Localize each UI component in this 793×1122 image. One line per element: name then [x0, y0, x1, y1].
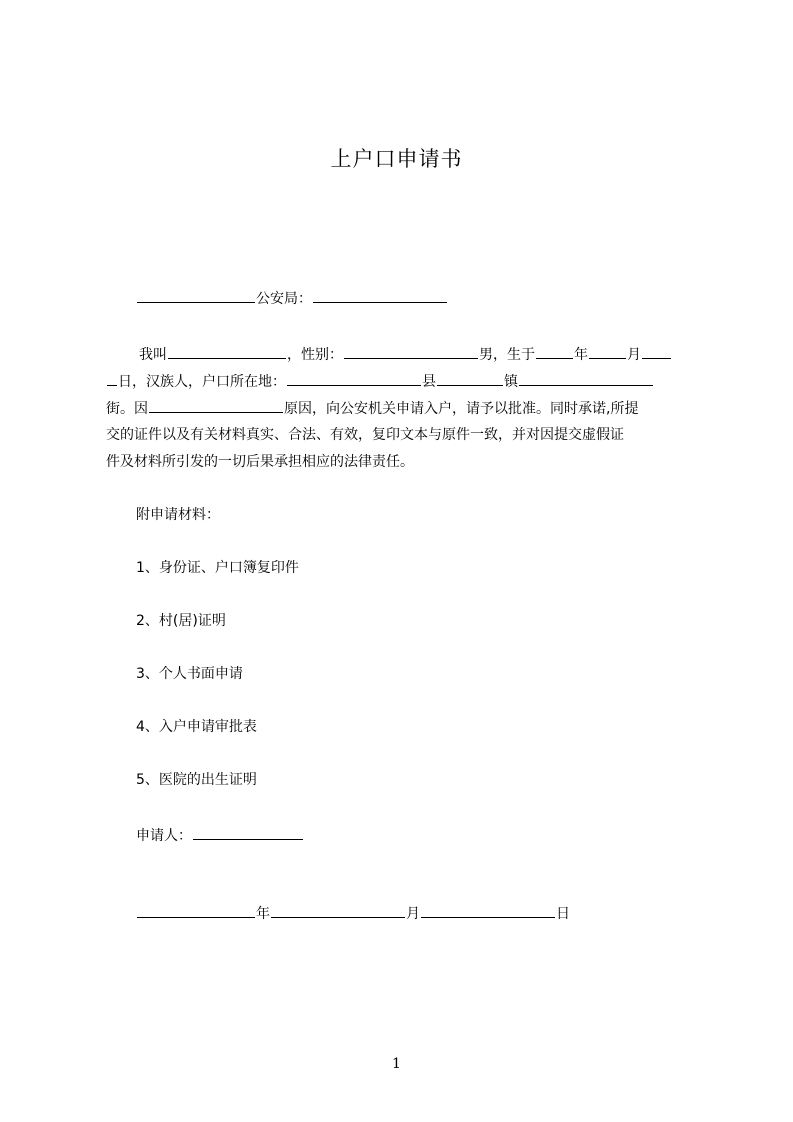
blank-birth-day[interactable]: [642, 344, 671, 359]
attachment-item: 4、入户申请审批表: [136, 719, 257, 735]
blank-month[interactable]: [271, 903, 405, 918]
blank-addressee-extra[interactable]: [313, 288, 447, 303]
blank-birth-month[interactable]: [589, 344, 626, 359]
blank-name[interactable]: [168, 344, 286, 359]
body-line-5: 件及材料所引发的一切后果承担相应的法律责任。: [106, 454, 414, 470]
blank-year[interactable]: [137, 903, 255, 918]
body-text: ，性别：: [287, 347, 343, 363]
body-text: 原因，向公安机关申请入户，请予以批准。同时承诺: [284, 401, 606, 417]
body-line-1: [139, 344, 672, 365]
blank-reason[interactable]: [149, 398, 283, 413]
blank-police-bureau[interactable]: [137, 288, 255, 303]
date-day-label: 日: [556, 906, 570, 922]
applicant-label: 申请人：: [136, 828, 192, 844]
body-text: 镇: [504, 374, 518, 390]
body-text: 男，生于: [479, 347, 535, 363]
body-text: 我叫: [139, 347, 167, 363]
body-text: 月: [627, 347, 641, 363]
date-month-label: 月: [406, 906, 420, 922]
body-text: 年: [574, 347, 588, 363]
body-line-2: [106, 371, 654, 392]
body-text: 日，汉族人，户口所在地：: [118, 374, 286, 390]
date-year-label: 年: [256, 906, 270, 922]
body-line-4: 交的证件以及有关材料真实、合法、有效，复印文本与原件一致，并对因提交虚假证: [106, 427, 624, 443]
blank-hukou-county[interactable]: [287, 371, 421, 386]
blank-hukou-street[interactable]: [519, 371, 653, 386]
blank-applicant-signature[interactable]: [193, 825, 303, 840]
blank-birth-day-cont[interactable]: [107, 371, 117, 386]
body-text: 县: [422, 374, 436, 390]
attachment-item: 2、村(居)证明: [136, 613, 226, 629]
attachments-heading: 附申请材料：: [136, 507, 220, 523]
attachment-item: 3、个人书面申请: [136, 666, 243, 682]
attachment-item: 5、医院的出生证明: [136, 772, 257, 788]
blank-day[interactable]: [421, 903, 555, 918]
document-title: 上户口申请书: [330, 147, 463, 171]
blank-gender[interactable]: [344, 344, 478, 359]
blank-hukou-town[interactable]: [437, 371, 503, 386]
body-text: 街。因: [106, 401, 148, 417]
body-text: ,所提: [606, 401, 639, 417]
attachment-item: 1、身份证、户口簿复印件: [136, 560, 299, 576]
addressee-line: [136, 288, 448, 309]
addressee-suffix: 公安局：: [256, 291, 312, 307]
applicant-line: [136, 825, 304, 846]
date-line: [136, 903, 570, 924]
page-number: 1: [392, 1056, 401, 1072]
body-line-3: [106, 398, 638, 419]
blank-birth-year[interactable]: [536, 344, 573, 359]
